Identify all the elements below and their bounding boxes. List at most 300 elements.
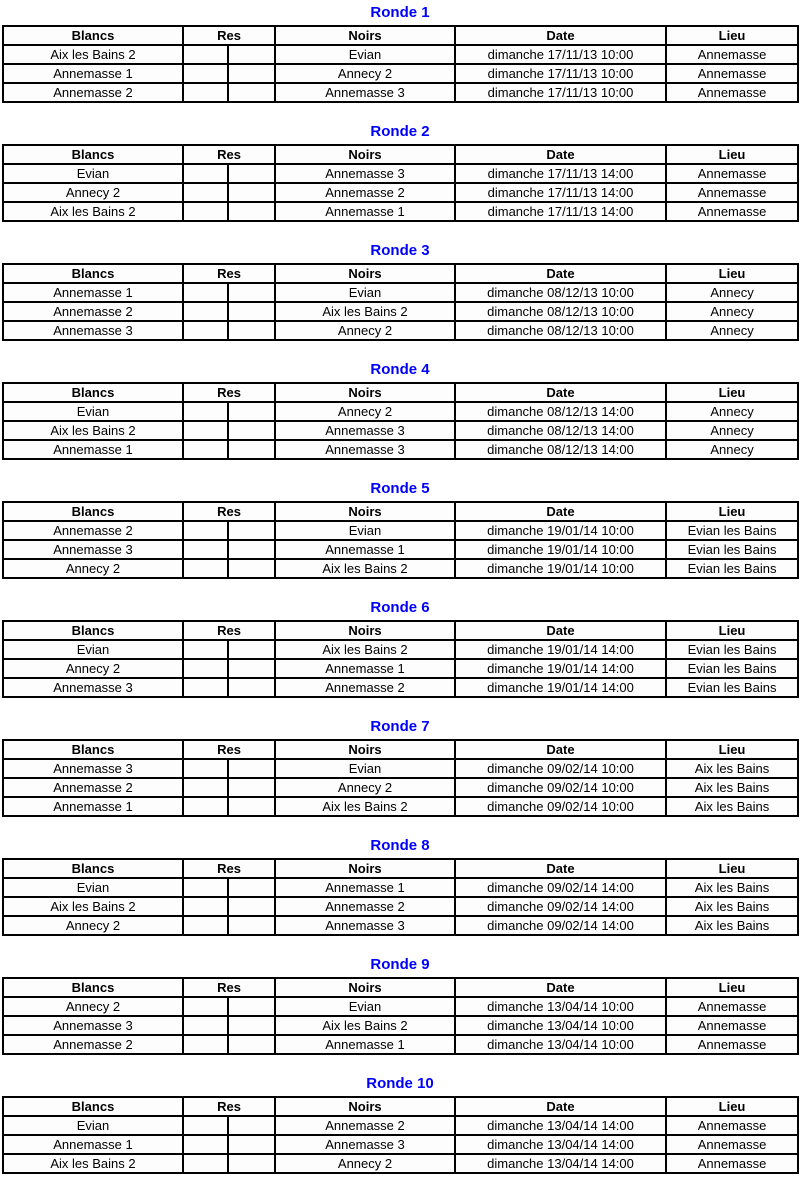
white-team-cell: Aix les Bains 2 [3, 45, 183, 64]
result-black-cell [228, 678, 275, 697]
date-cell: dimanche 09/02/14 10:00 [455, 797, 666, 816]
venue-cell: Annecy [666, 321, 798, 340]
result-white-cell [183, 659, 228, 678]
result-white-cell [183, 1035, 228, 1054]
venue-cell: Evian les Bains [666, 659, 798, 678]
black-team-cell: Annemasse 1 [275, 202, 455, 221]
match-row [3, 778, 798, 797]
result-white-cell [183, 321, 228, 340]
white-team-cell: Aix les Bains 2 [3, 202, 183, 221]
date-cell: dimanche 08/12/13 10:00 [455, 321, 666, 340]
result-white-cell [183, 64, 228, 83]
column-header-date: Date [455, 978, 666, 997]
result-black-cell [228, 402, 275, 421]
date-cell: dimanche 09/02/14 14:00 [455, 916, 666, 935]
match-row [3, 878, 798, 897]
result-white-cell [183, 540, 228, 559]
result-black-cell [228, 183, 275, 202]
white-team-cell: Annemasse 1 [3, 440, 183, 459]
column-header-lieu: Lieu [666, 859, 798, 878]
black-team-cell: Aix les Bains 2 [275, 302, 455, 321]
round-section [0, 243, 800, 341]
column-header-res: Res [183, 264, 275, 283]
match-row [3, 164, 798, 183]
black-team-cell: Aix les Bains 2 [275, 640, 455, 659]
match-row [3, 421, 798, 440]
result-white-cell [183, 421, 228, 440]
pairings-table [2, 382, 799, 460]
header-row [3, 502, 798, 521]
match-row [3, 202, 798, 221]
result-white-cell [183, 45, 228, 64]
white-team-cell: Aix les Bains 2 [3, 421, 183, 440]
venue-cell: Evian les Bains [666, 640, 798, 659]
column-header-noirs: Noirs [275, 502, 455, 521]
date-cell: dimanche 19/01/14 10:00 [455, 540, 666, 559]
result-black-cell [228, 1116, 275, 1135]
date-cell: dimanche 19/01/14 14:00 [455, 678, 666, 697]
black-team-cell: Annecy 2 [275, 778, 455, 797]
white-team-cell: Annecy 2 [3, 916, 183, 935]
white-team-cell: Evian [3, 402, 183, 421]
round-title: Ronde 7 [370, 718, 430, 735]
result-black-cell [228, 540, 275, 559]
match-row [3, 183, 798, 202]
column-header-noirs: Noirs [275, 1097, 455, 1116]
column-header-blancs: Blancs [3, 978, 183, 997]
header-row [3, 145, 798, 164]
round-section [0, 838, 800, 936]
result-white-cell [183, 521, 228, 540]
date-cell: dimanche 13/04/14 14:00 [455, 1116, 666, 1135]
date-cell: dimanche 13/04/14 10:00 [455, 1016, 666, 1035]
result-black-cell [228, 797, 275, 816]
pairings-table [2, 144, 799, 222]
black-team-cell: Annemasse 2 [275, 1116, 455, 1135]
black-team-cell: Annemasse 2 [275, 678, 455, 697]
black-team-cell: Annemasse 2 [275, 897, 455, 916]
black-team-cell: Annemasse 2 [275, 183, 455, 202]
match-row [3, 997, 798, 1016]
result-black-cell [228, 302, 275, 321]
match-row [3, 659, 798, 678]
rounds-schedule [0, 5, 800, 1174]
white-team-cell: Annemasse 1 [3, 64, 183, 83]
venue-cell: Aix les Bains [666, 897, 798, 916]
column-header-res: Res [183, 383, 275, 402]
venue-cell: Evian les Bains [666, 521, 798, 540]
match-row [3, 897, 798, 916]
result-black-cell [228, 559, 275, 578]
white-team-cell: Annecy 2 [3, 559, 183, 578]
round-title: Ronde 5 [370, 480, 430, 497]
match-row [3, 1154, 798, 1173]
column-header-date: Date [455, 502, 666, 521]
pairings-table [2, 1096, 799, 1174]
result-white-cell [183, 878, 228, 897]
result-white-cell [183, 302, 228, 321]
result-white-cell [183, 559, 228, 578]
date-cell: dimanche 17/11/13 10:00 [455, 83, 666, 102]
match-row [3, 640, 798, 659]
column-header-date: Date [455, 26, 666, 45]
result-white-cell [183, 797, 228, 816]
date-cell: dimanche 08/12/13 14:00 [455, 440, 666, 459]
round-title: Ronde 6 [370, 599, 430, 616]
black-team-cell: Aix les Bains 2 [275, 1016, 455, 1035]
column-header-noirs: Noirs [275, 383, 455, 402]
date-cell: dimanche 13/04/14 14:00 [455, 1135, 666, 1154]
date-cell: dimanche 09/02/14 14:00 [455, 878, 666, 897]
result-white-cell [183, 778, 228, 797]
column-header-blancs: Blancs [3, 145, 183, 164]
result-black-cell [228, 421, 275, 440]
column-header-noirs: Noirs [275, 145, 455, 164]
column-header-res: Res [183, 1097, 275, 1116]
match-row [3, 45, 798, 64]
round-section [0, 600, 800, 698]
venue-cell: Evian les Bains [666, 540, 798, 559]
black-team-cell: Annemasse 1 [275, 878, 455, 897]
result-white-cell [183, 1016, 228, 1035]
white-team-cell: Annecy 2 [3, 183, 183, 202]
result-black-cell [228, 778, 275, 797]
match-row [3, 559, 798, 578]
column-header-lieu: Lieu [666, 145, 798, 164]
column-header-date: Date [455, 740, 666, 759]
column-header-date: Date [455, 145, 666, 164]
black-team-cell: Aix les Bains 2 [275, 797, 455, 816]
result-white-cell [183, 759, 228, 778]
column-header-lieu: Lieu [666, 1097, 798, 1116]
date-cell: dimanche 09/02/14 14:00 [455, 897, 666, 916]
venue-cell: Annemasse [666, 164, 798, 183]
date-cell: dimanche 19/01/14 10:00 [455, 559, 666, 578]
round-title: Ronde 4 [370, 361, 430, 378]
result-white-cell [183, 83, 228, 102]
date-cell: dimanche 08/12/13 10:00 [455, 283, 666, 302]
venue-cell: Annemasse [666, 83, 798, 102]
result-white-cell [183, 997, 228, 1016]
white-team-cell: Annemasse 2 [3, 521, 183, 540]
round-section [0, 362, 800, 460]
header-row [3, 978, 798, 997]
result-white-cell [183, 183, 228, 202]
round-title: Ronde 8 [370, 837, 430, 854]
white-team-cell: Annemasse 1 [3, 1135, 183, 1154]
white-team-cell: Aix les Bains 2 [3, 897, 183, 916]
match-row [3, 440, 798, 459]
black-team-cell: Annecy 2 [275, 1154, 455, 1173]
result-black-cell [228, 997, 275, 1016]
venue-cell: Annemasse [666, 997, 798, 1016]
header-row [3, 621, 798, 640]
date-cell: dimanche 13/04/14 10:00 [455, 1035, 666, 1054]
black-team-cell: Annemasse 1 [275, 659, 455, 678]
black-team-cell: Evian [275, 997, 455, 1016]
column-header-noirs: Noirs [275, 740, 455, 759]
match-row [3, 302, 798, 321]
black-team-cell: Annemasse 3 [275, 1135, 455, 1154]
match-row [3, 678, 798, 697]
result-black-cell [228, 640, 275, 659]
round-title: Ronde 1 [370, 4, 430, 21]
result-white-cell [183, 283, 228, 302]
round-section [0, 124, 800, 222]
venue-cell: Evian les Bains [666, 559, 798, 578]
date-cell: dimanche 17/11/13 14:00 [455, 202, 666, 221]
white-team-cell: Evian [3, 164, 183, 183]
match-row [3, 283, 798, 302]
column-header-res: Res [183, 621, 275, 640]
result-black-cell [228, 759, 275, 778]
venue-cell: Aix les Bains [666, 759, 798, 778]
round-section [0, 957, 800, 1055]
pairings-table [2, 858, 799, 936]
result-black-cell [228, 164, 275, 183]
venue-cell: Aix les Bains [666, 797, 798, 816]
result-black-cell [228, 1035, 275, 1054]
round-title: Ronde 2 [370, 123, 430, 140]
white-team-cell: Annecy 2 [3, 659, 183, 678]
column-header-blancs: Blancs [3, 621, 183, 640]
black-team-cell: Annecy 2 [275, 402, 455, 421]
round-section [0, 719, 800, 817]
match-row [3, 540, 798, 559]
result-white-cell [183, 202, 228, 221]
column-header-blancs: Blancs [3, 383, 183, 402]
match-row [3, 1116, 798, 1135]
header-row [3, 26, 798, 45]
result-black-cell [228, 916, 275, 935]
pairings-table [2, 739, 799, 817]
result-black-cell [228, 45, 275, 64]
result-black-cell [228, 521, 275, 540]
black-team-cell: Annemasse 1 [275, 540, 455, 559]
white-team-cell: Annemasse 3 [3, 1016, 183, 1035]
round-title: Ronde 10 [366, 1075, 434, 1092]
venue-cell: Annecy [666, 402, 798, 421]
result-white-cell [183, 402, 228, 421]
match-row [3, 83, 798, 102]
result-white-cell [183, 1116, 228, 1135]
pairings-table [2, 620, 799, 698]
black-team-cell: Evian [275, 45, 455, 64]
white-team-cell: Evian [3, 1116, 183, 1135]
column-header-res: Res [183, 145, 275, 164]
result-black-cell [228, 283, 275, 302]
black-team-cell: Annecy 2 [275, 64, 455, 83]
header-row [3, 740, 798, 759]
match-row [3, 916, 798, 935]
result-white-cell [183, 440, 228, 459]
header-row [3, 859, 798, 878]
black-team-cell: Annemasse 3 [275, 83, 455, 102]
venue-cell: Annemasse [666, 1154, 798, 1173]
date-cell: dimanche 17/11/13 14:00 [455, 164, 666, 183]
header-row [3, 264, 798, 283]
venue-cell: Annemasse [666, 45, 798, 64]
header-row [3, 1097, 798, 1116]
date-cell: dimanche 08/12/13 10:00 [455, 302, 666, 321]
date-cell: dimanche 19/01/14 10:00 [455, 521, 666, 540]
column-header-date: Date [455, 383, 666, 402]
venue-cell: Evian les Bains [666, 678, 798, 697]
white-team-cell: Evian [3, 640, 183, 659]
white-team-cell: Annemasse 2 [3, 83, 183, 102]
column-header-res: Res [183, 502, 275, 521]
column-header-blancs: Blancs [3, 1097, 183, 1116]
white-team-cell: Aix les Bains 2 [3, 1154, 183, 1173]
white-team-cell: Annemasse 2 [3, 302, 183, 321]
date-cell: dimanche 08/12/13 14:00 [455, 402, 666, 421]
result-black-cell [228, 83, 275, 102]
black-team-cell: Annemasse 1 [275, 1035, 455, 1054]
result-black-cell [228, 897, 275, 916]
white-team-cell: Annemasse 2 [3, 778, 183, 797]
column-header-date: Date [455, 264, 666, 283]
result-white-cell [183, 916, 228, 935]
result-black-cell [228, 659, 275, 678]
match-row [3, 797, 798, 816]
venue-cell: Aix les Bains [666, 878, 798, 897]
match-row [3, 321, 798, 340]
column-header-noirs: Noirs [275, 859, 455, 878]
venue-cell: Annecy [666, 283, 798, 302]
match-row [3, 1035, 798, 1054]
column-header-noirs: Noirs [275, 26, 455, 45]
column-header-lieu: Lieu [666, 26, 798, 45]
result-black-cell [228, 1135, 275, 1154]
date-cell: dimanche 17/11/13 10:00 [455, 45, 666, 64]
round-section [0, 481, 800, 579]
date-cell: dimanche 09/02/14 10:00 [455, 778, 666, 797]
round-section [0, 5, 800, 103]
column-header-date: Date [455, 859, 666, 878]
result-black-cell [228, 878, 275, 897]
date-cell: dimanche 13/04/14 14:00 [455, 1154, 666, 1173]
column-header-noirs: Noirs [275, 621, 455, 640]
venue-cell: Annemasse [666, 183, 798, 202]
date-cell: dimanche 17/11/13 10:00 [455, 64, 666, 83]
white-team-cell: Annecy 2 [3, 997, 183, 1016]
pairings-table [2, 25, 799, 103]
round-title: Ronde 3 [370, 242, 430, 259]
result-black-cell [228, 202, 275, 221]
match-row [3, 1135, 798, 1154]
venue-cell: Aix les Bains [666, 916, 798, 935]
header-row [3, 383, 798, 402]
venue-cell: Annemasse [666, 1016, 798, 1035]
column-header-date: Date [455, 621, 666, 640]
black-team-cell: Annemasse 3 [275, 916, 455, 935]
white-team-cell: Annemasse 2 [3, 1035, 183, 1054]
date-cell: dimanche 17/11/13 14:00 [455, 183, 666, 202]
column-header-noirs: Noirs [275, 264, 455, 283]
venue-cell: Annecy [666, 421, 798, 440]
result-black-cell [228, 440, 275, 459]
white-team-cell: Annemasse 3 [3, 321, 183, 340]
white-team-cell: Annemasse 1 [3, 797, 183, 816]
pairings-table [2, 977, 799, 1055]
column-header-blancs: Blancs [3, 264, 183, 283]
white-team-cell: Annemasse 1 [3, 283, 183, 302]
result-white-cell [183, 1135, 228, 1154]
column-header-blancs: Blancs [3, 26, 183, 45]
date-cell: dimanche 13/04/14 10:00 [455, 997, 666, 1016]
black-team-cell: Annemasse 3 [275, 421, 455, 440]
venue-cell: Aix les Bains [666, 778, 798, 797]
white-team-cell: Evian [3, 878, 183, 897]
column-header-blancs: Blancs [3, 859, 183, 878]
column-header-noirs: Noirs [275, 978, 455, 997]
venue-cell: Annemasse [666, 202, 798, 221]
date-cell: dimanche 09/02/14 10:00 [455, 759, 666, 778]
white-team-cell: Annemasse 3 [3, 759, 183, 778]
round-section [0, 1076, 800, 1174]
black-team-cell: Aix les Bains 2 [275, 559, 455, 578]
black-team-cell: Annemasse 3 [275, 440, 455, 459]
result-white-cell [183, 164, 228, 183]
column-header-res: Res [183, 26, 275, 45]
black-team-cell: Evian [275, 521, 455, 540]
date-cell: dimanche 08/12/13 14:00 [455, 421, 666, 440]
black-team-cell: Annemasse 3 [275, 164, 455, 183]
result-white-cell [183, 897, 228, 916]
result-black-cell [228, 1154, 275, 1173]
column-header-res: Res [183, 978, 275, 997]
round-title: Ronde 9 [370, 956, 430, 973]
black-team-cell: Evian [275, 759, 455, 778]
result-black-cell [228, 321, 275, 340]
venue-cell: Annemasse [666, 1135, 798, 1154]
column-header-date: Date [455, 1097, 666, 1116]
venue-cell: Annecy [666, 440, 798, 459]
black-team-cell: Annecy 2 [275, 321, 455, 340]
column-header-lieu: Lieu [666, 264, 798, 283]
column-header-lieu: Lieu [666, 502, 798, 521]
result-white-cell [183, 678, 228, 697]
column-header-lieu: Lieu [666, 978, 798, 997]
white-team-cell: Annemasse 3 [3, 540, 183, 559]
result-white-cell [183, 1154, 228, 1173]
white-team-cell: Annemasse 3 [3, 678, 183, 697]
column-header-res: Res [183, 859, 275, 878]
venue-cell: Annemasse [666, 64, 798, 83]
date-cell: dimanche 19/01/14 14:00 [455, 640, 666, 659]
column-header-blancs: Blancs [3, 502, 183, 521]
match-row [3, 1016, 798, 1035]
black-team-cell: Evian [275, 283, 455, 302]
match-row [3, 759, 798, 778]
date-cell: dimanche 19/01/14 14:00 [455, 659, 666, 678]
result-black-cell [228, 64, 275, 83]
pairings-table [2, 501, 799, 579]
column-header-lieu: Lieu [666, 383, 798, 402]
column-header-blancs: Blancs [3, 740, 183, 759]
result-black-cell [228, 1016, 275, 1035]
venue-cell: Annemasse [666, 1116, 798, 1135]
pairings-table [2, 263, 799, 341]
result-white-cell [183, 640, 228, 659]
venue-cell: Annecy [666, 302, 798, 321]
column-header-lieu: Lieu [666, 621, 798, 640]
venue-cell: Annemasse [666, 1035, 798, 1054]
match-row [3, 521, 798, 540]
match-row [3, 402, 798, 421]
column-header-lieu: Lieu [666, 740, 798, 759]
column-header-res: Res [183, 740, 275, 759]
